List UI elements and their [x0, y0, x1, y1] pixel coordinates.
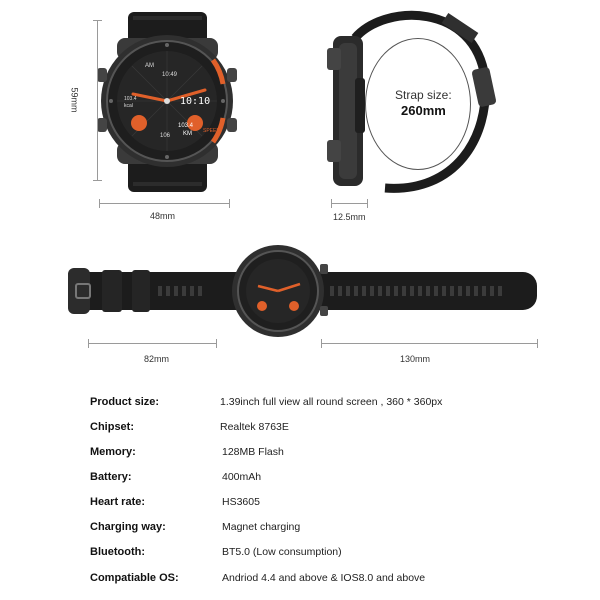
- spec-value-os: Andriod 4.4 and above & IOS8.0 and above: [222, 572, 426, 584]
- spec-value-bluetooth: BT5.0 (Low consumption): [222, 546, 342, 558]
- width-tick-right: [229, 199, 230, 208]
- face-left-value: 103.4: [124, 96, 137, 102]
- strap-right-tick-right: [537, 339, 538, 348]
- spec-label-heart-rate: Heart rate:: [90, 496, 146, 508]
- face-right-unit: KM: [183, 131, 192, 137]
- spec-label-chipset: Chipset:: [90, 421, 134, 433]
- spec-label-memory: Memory:: [90, 446, 136, 458]
- spec-label-product-size: Product size:: [90, 396, 160, 408]
- strap-size-label: Strap size:: [395, 88, 452, 102]
- spec-label-charging: Charging way:: [90, 521, 166, 533]
- width-tick-left: [99, 199, 100, 208]
- height-tick-top: [93, 20, 102, 21]
- strap-left-tick-left: [88, 339, 89, 348]
- strap-right-tick-left: [321, 339, 322, 348]
- face-time-text: 10:49: [162, 72, 178, 78]
- face-bottom-value: 106: [160, 133, 171, 139]
- spec-label-battery: Battery:: [90, 471, 132, 483]
- spec-value-battery: 400mAh: [222, 471, 262, 483]
- spec-value-product-size: 1.39inch full view all round screen , 360 * 360px: [220, 396, 443, 408]
- face-digital-time: 10:10: [180, 96, 211, 107]
- spec-value-memory: 128MB Flash: [222, 446, 284, 458]
- strap-right-dimension-line: [321, 343, 537, 344]
- strap-left-tick-right: [216, 339, 217, 348]
- spec-value-charging: Magnet charging: [222, 521, 301, 533]
- face-right-value: 103.4: [178, 123, 194, 129]
- flat-strap-watch-image: [62, 244, 542, 340]
- thickness-label: 12.5mm: [333, 212, 366, 222]
- width-dimension-line: [99, 203, 230, 204]
- thickness-dimension-line: [331, 203, 367, 204]
- face-left-unit: kcal: [124, 103, 133, 109]
- spec-value-chipset: Realtek 8763E: [220, 421, 289, 433]
- strap-right-label: 130mm: [400, 354, 431, 364]
- strap-size-value: 260mm: [401, 103, 446, 118]
- spec-value-heart-rate: HS3605: [222, 496, 260, 508]
- strap-left-dimension-line: [88, 343, 216, 344]
- spec-label-bluetooth: Bluetooth:: [90, 546, 145, 558]
- height-dimension-line: [97, 20, 98, 180]
- height-tick-bottom: [93, 180, 102, 181]
- spec-label-os: Compatiable OS:: [90, 572, 179, 584]
- width-label: 48mm: [150, 211, 176, 221]
- thickness-tick-right: [367, 199, 368, 208]
- strap-left-label: 82mm: [144, 354, 170, 364]
- bezel-brand-text: SPEED: [203, 128, 220, 134]
- front-view-watch-image: [95, 10, 240, 195]
- thickness-tick-left: [331, 199, 332, 208]
- face-am-text: AM: [145, 63, 154, 69]
- height-label: 59mm: [69, 87, 80, 113]
